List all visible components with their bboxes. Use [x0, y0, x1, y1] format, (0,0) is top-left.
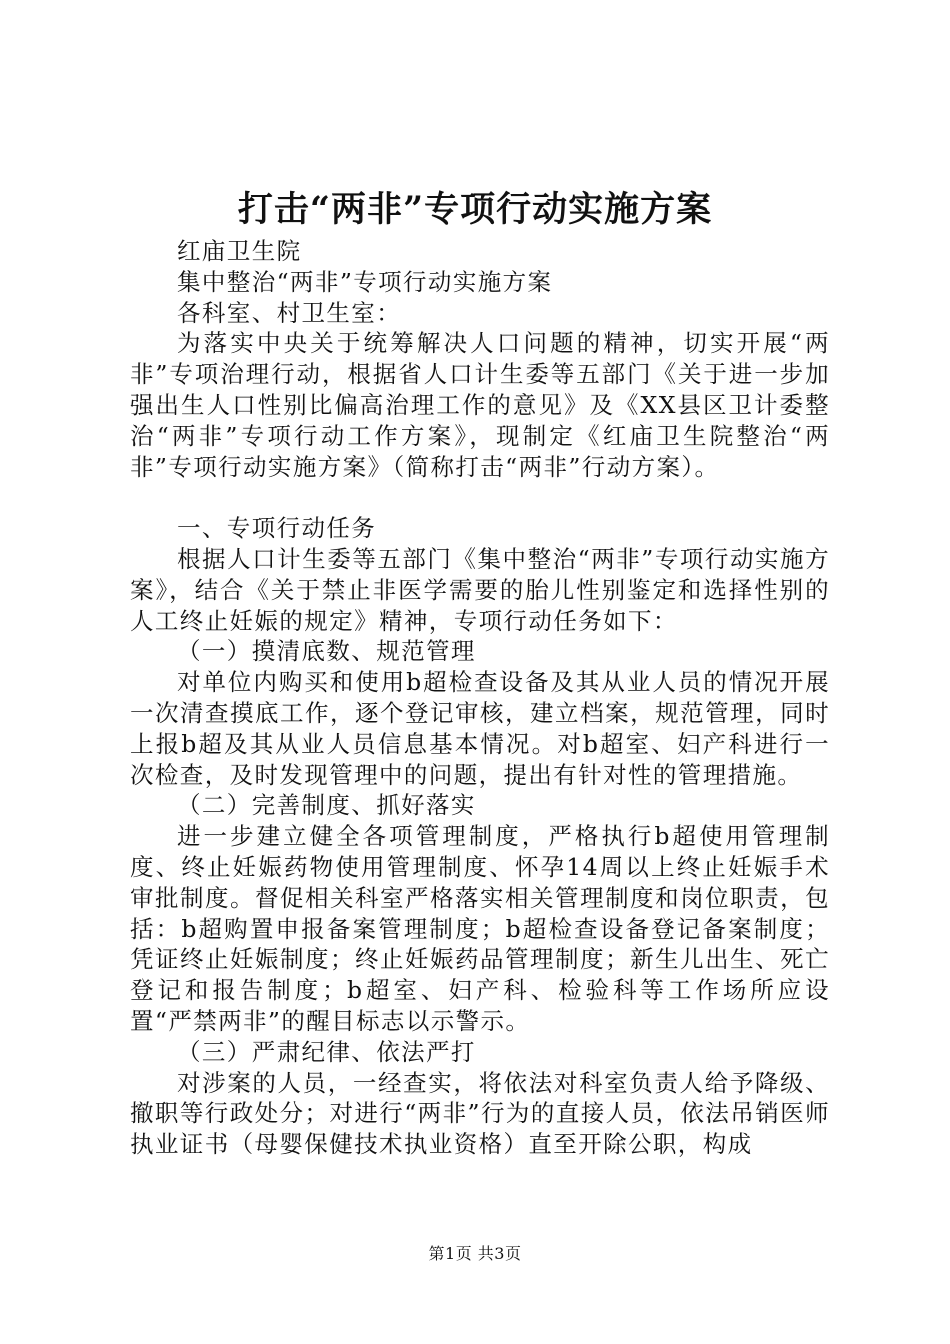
paragraph-addressee: 各科室、村卫生室：	[177, 298, 402, 327]
paragraph-intro: 为落实中央关于统筹解决人口问题的精神，切实开展“两非”专项治理行动，根据省人口计生委等五部门《关于进一步加强出生人口性别比偏高治理工作的意见》及《XX县区卫计委整治“两非”专项行动工作方案》，现制定《红庙卫生院整治“两非”专项行动实施方案》（简称打击“两非”行动方案）。	[130, 329, 830, 481]
subheading-3: （三）严肃纪律、依法严打	[177, 1037, 476, 1066]
paragraph-plan-name: 集中整治“两非”专项行动实施方案	[177, 267, 553, 296]
section-heading-1: 一、专项行动任务	[177, 514, 377, 543]
paragraph-subsection-3: 对涉案的人员，一经查实，将依法对科室负责人给予降级、撤职等行政处分；对进行“两非”行为的直接人员，依法吊销医师执业证书（母婴保健技术执业资格）直至开除公职，构成	[130, 1068, 830, 1159]
page-footer: 第1页 共3页	[428, 1244, 522, 1263]
paragraph-subsection-1: 对单位内购买和使用b超检查设备及其从业人员的情况开展一次清查摸底工作，逐个登记审核，建立档案，规范管理，同时上报b超及其从业人员信息基本情况。对b超室、妇产科进行一次检查，及时发现管理中的问题，提出有针对性的管理措施。	[130, 668, 830, 789]
paragraph-task-overview: 根据人口计生委等五部门《集中整治“两非”专项行动实施方案》，结合《关于禁止非医学需要的胎儿性别鉴定和选择性别的人工终止妊娠的规定》精神，专项行动任务如下：	[130, 544, 830, 635]
paragraph-gap	[130, 482, 830, 513]
paragraph-subsection-2: 进一步建立健全各项管理制度，严格执行b超使用管理制度、终止妊娠药物使用管理制度、怀孕14周以上终止妊娠手术审批制度。督促相关科室严格落实相关管理制度和岗位职责，包括：b超购置申报备案管理制度；b超检查设备登记备案制度；凭证终止妊娠制度；终止妊娠药品管理制度；新生儿出生、死亡登记和报告制度；b超室、妇产科、检验科等工作场所应设置“严禁两非”的醒目标志以示警示。	[130, 822, 830, 1035]
subheading-2: （二）完善制度、抓好落实	[177, 791, 476, 820]
document-title: 打击“两非”专项行动实施方案	[237, 189, 713, 230]
document-body	[130, 236, 830, 1160]
subheading-1: （一）摸清底数、规范管理	[177, 637, 476, 666]
paragraph-hospital-name: 红庙卫生院	[177, 237, 302, 265]
